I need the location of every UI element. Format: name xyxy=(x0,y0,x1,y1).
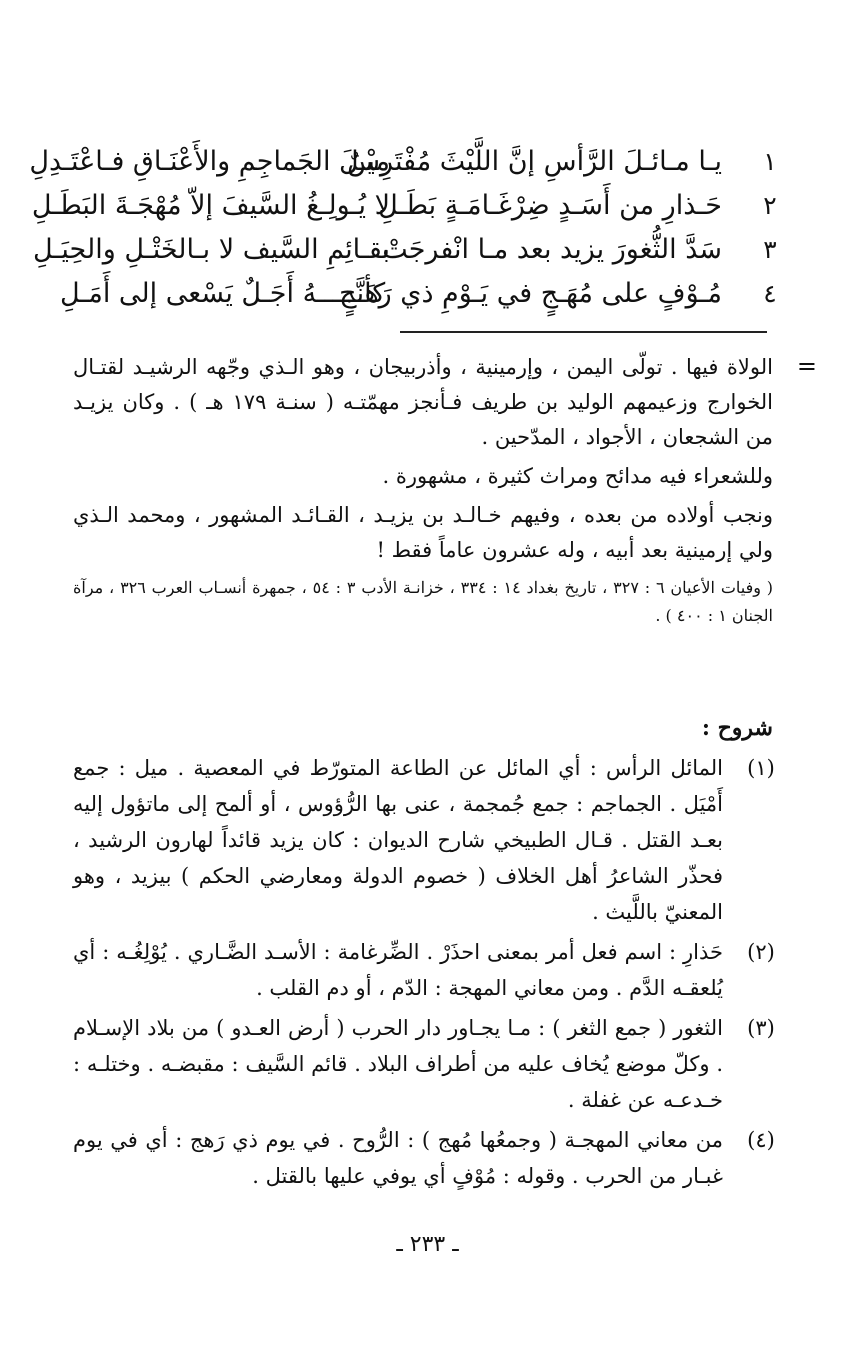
commentary-note xyxy=(73,1010,773,1118)
note-text: المائل الرأس : أي المائل عن الطاعة المتورّط في المعصية . ميل : جمع أَمْيَل . الجماجم : جمع جُمجمة ، عنى بها الرُّؤوس ، أو ألمح إلى ماتؤول إليه بعـد القتل . قـال الطبيخي شارح الديوان : كان يزيد قائداً لهارون الرشيد ، فحذّر الشاعرُ أهل الخلاف ( خصوم الدولة ومعارضي الحكم ) بيزيد ، وهو المعنيّ باللَّيث . xyxy=(73,756,724,924)
commentary-title: شروح : xyxy=(701,715,773,741)
bio-paragraph: الولاة فيها . تولّى اليمن ، وإرمينية ، وأذربيجان ، وهو الـذي وجّهه الرشيـد لقتـال الخوارج وزعيمهم الوليد بن طريف فـأنجز مهمّتـه ( سنـة ١٧٩ هـ ) . وكان يزيـد من الشجعان ، الأجواد ، المدّحين . xyxy=(73,355,773,449)
verse-second-hemistich: بقـائِمِ السَّيف لا بـالخَتْـلِ والحِيَـلِ xyxy=(33,234,390,265)
footnote-divider xyxy=(400,331,767,333)
verse-second-hemistich: مِيْـلَ الجَماجِمِ والأَعْنَـاقِ فـاعْتَـدِلِ xyxy=(29,146,390,177)
verse-number: ٣ xyxy=(763,235,777,264)
verse xyxy=(60,272,790,316)
note-number: (٤) xyxy=(747,1128,775,1152)
verse xyxy=(29,140,790,184)
verse-first-hemistich: مُـوْفٍ على مُهَـجٍ في يَـوْمِ ذي رَهَـجٍ xyxy=(339,278,722,309)
verse-first-hemistich: سَدَّ الثُّغورَ يزيد بعد مـا انْفرجَتْ xyxy=(382,234,722,265)
note-number: (١) xyxy=(747,756,775,780)
note-number: (٣) xyxy=(747,1016,775,1040)
verse-first-hemistich: حَـذارِ من أَسَـدٍ ضِرْغَـامَـةٍ بَطَـلِ xyxy=(378,190,722,221)
verse xyxy=(33,228,790,272)
commentary-note xyxy=(73,1122,773,1194)
continuation-marker: = xyxy=(796,352,817,380)
verse-second-hemistich: كأنَّـــــهُ أَجَـلٌ يَسْعى إلى أَمَـلِ xyxy=(60,278,386,309)
bio-paragraph: وللشعراء فيه مدائح ومراث كثيرة ، مشهورة . xyxy=(382,464,773,488)
verse-number: ٤ xyxy=(763,279,777,308)
page-number: ـ ٢٣٣ ـ xyxy=(396,1232,459,1257)
note-number: (٢) xyxy=(747,940,775,964)
bio-references: ( وفيات الأعيان ٦ : ٣٢٧ ، تاريخ بغداد ١٤ : ٣٣٤ ، خزانـة الأدب ٣ : ٥٤ ، جمهرة أنسـاب العرب ٣٢٦ ، مرآة الجنان ١ : ٤٠٠ ) . xyxy=(73,578,774,625)
commentary-section xyxy=(73,712,773,1198)
commentary-note xyxy=(73,750,773,930)
note-text: من معاني المهجـة ( وجمعُها مُهج ) : الرُّوح . في يوم ذي رَهج : أي في يوم غبـار من الحرب . وقوله : مُوْفٍ أي يوفي عليها بالقتل . xyxy=(73,1128,723,1188)
note-text: الثغور ( جمع الثغر ) : مـا يجـاور دار الحرب ( أرض العـدو ) من بلاد الإسـلام . وكلّ موضع يُخاف عليه من أطراف البلاد . قائم السَّيف : مقبضـه . وختلـه : خـدعـه عن غفلة . xyxy=(73,1016,723,1112)
verse-first-hemistich: يـا مـائـلَ الرَّأسِ إنَّ اللَّيْثَ مُفْتَرِسٌ xyxy=(347,146,722,177)
verse-number: ٢ xyxy=(763,191,777,220)
note-text: حَذارِ : اسم فعل أمر بمعنى احذَرْ . الضِّرغامة : الأسـد الضَّـاري . يُوْلِغُـه : أي يُلعقـه الدَّم . ومن معاني المهجة : الدّم ، أو دم القلب . xyxy=(73,940,723,1000)
bio-paragraph: ونجب أولاده من بعده ، وفيهم خـالـد بن يزيـد ، القـائـد المشهور ، ومحمد الـذي ولي إرمينية بعد أبيه ، وله عشرون عاماً فقط ! xyxy=(73,503,773,562)
biography-note xyxy=(73,350,817,630)
verse-second-hemistich: لا يُـولِـغُ السَّيفَ إلاّ مُهْجَـةَ البَطَـلِ xyxy=(31,190,390,221)
verse xyxy=(31,184,790,228)
poem xyxy=(29,140,790,316)
commentary-note xyxy=(73,934,773,1006)
verse-number: ١ xyxy=(763,147,777,176)
